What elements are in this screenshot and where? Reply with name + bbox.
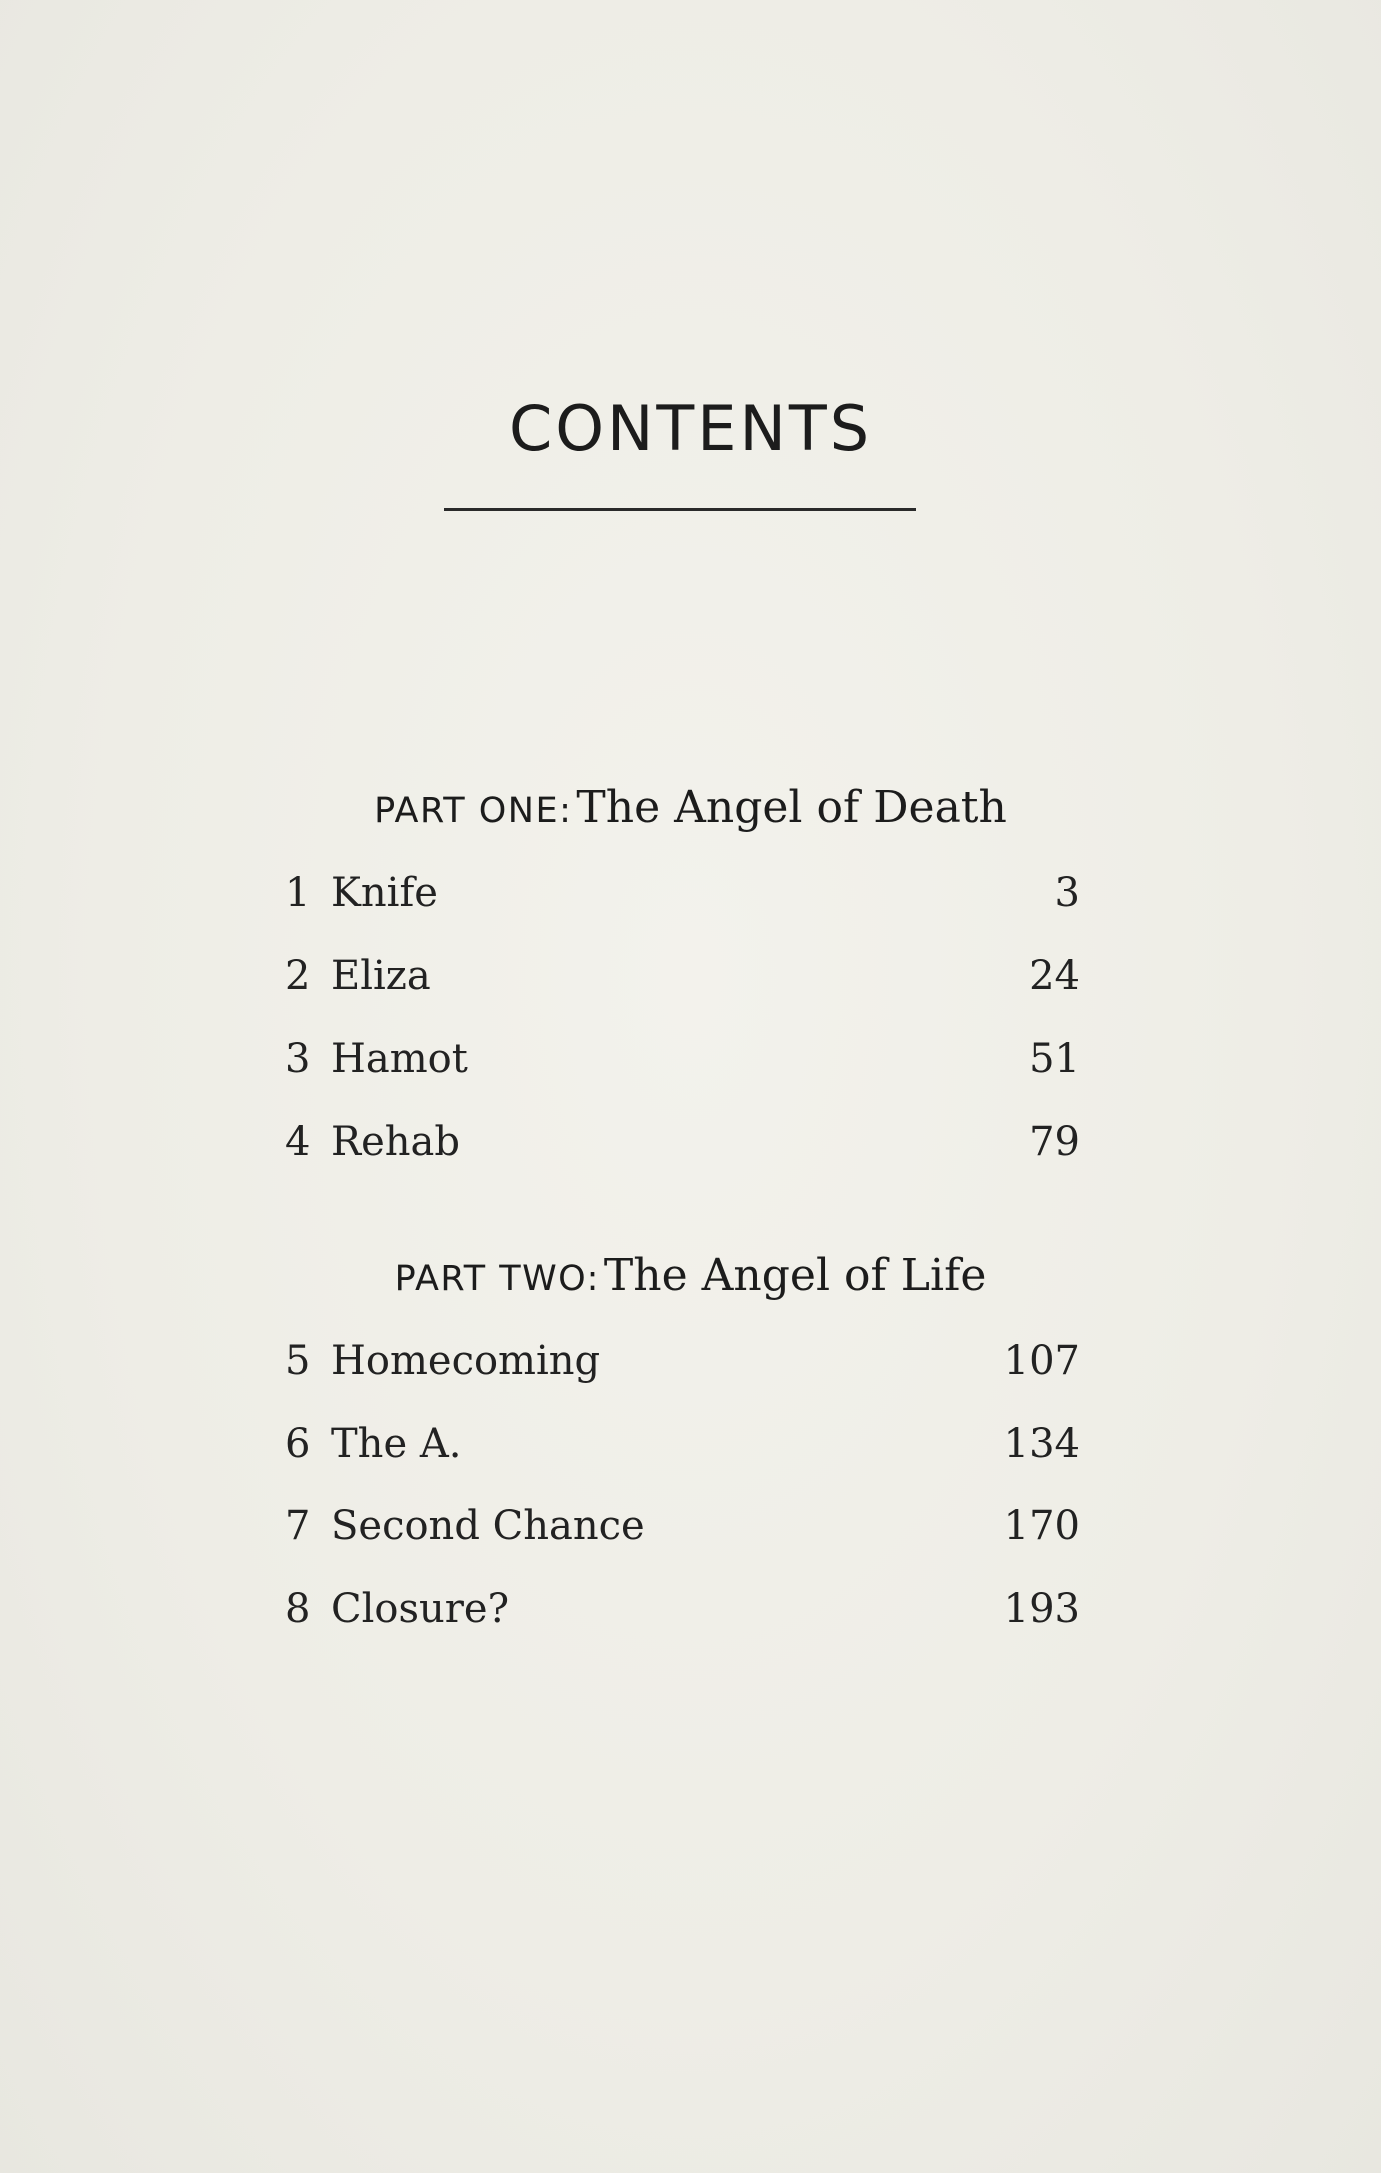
toc-entry[interactable]	[285, 951, 1080, 1001]
toc-entry[interactable]	[285, 1117, 1080, 1167]
page-number: 51	[1029, 1036, 1080, 1082]
page-number: 193	[1003, 1586, 1080, 1632]
chapter-number: 1	[285, 870, 311, 916]
page-number: 79	[1029, 1119, 1080, 1165]
toc-entry[interactable]	[285, 868, 1080, 918]
page-number: 134	[1003, 1421, 1080, 1467]
toc-entry[interactable]	[285, 1501, 1080, 1551]
chapter-number: 8	[285, 1586, 311, 1632]
chapter-number: 4	[285, 1119, 311, 1165]
chapter-number: 7	[285, 1503, 311, 1549]
page-number: 3	[1054, 870, 1080, 916]
contents-title: CONTENTS	[508, 392, 873, 465]
toc-entry[interactable]	[285, 1419, 1080, 1469]
part-one-label: PART ONE:	[374, 791, 573, 831]
chapter-number: 3	[285, 1036, 311, 1082]
chapter-number: 2	[285, 953, 311, 999]
toc-entry[interactable]	[285, 1584, 1080, 1634]
chapter-title: Rehab	[331, 1119, 461, 1165]
page-number: 107	[1003, 1338, 1080, 1384]
toc-entry[interactable]	[285, 1336, 1080, 1386]
chapter-title: Homecoming	[331, 1338, 601, 1384]
part-two-label: PART TWO:	[394, 1259, 600, 1299]
chapter-number: 5	[285, 1338, 311, 1384]
title-underline	[444, 508, 916, 511]
part-two-heading	[0, 1250, 1381, 1301]
part-two-title: The Angel of Life	[603, 1250, 987, 1301]
page-number: 24	[1029, 953, 1080, 999]
chapter-number: 6	[285, 1421, 311, 1467]
chapter-title: Hamot	[331, 1036, 468, 1082]
page-number: 170	[1003, 1503, 1080, 1549]
chapter-title: Second Chance	[331, 1503, 645, 1549]
chapter-title: Eliza	[331, 953, 431, 999]
toc-entry[interactable]	[285, 1034, 1080, 1084]
part-one-heading	[0, 782, 1381, 833]
chapter-title: Knife	[331, 870, 438, 916]
chapter-title: Closure?	[331, 1586, 510, 1632]
part-one-title: The Angel of Death	[576, 782, 1007, 833]
chapter-title: The A.	[331, 1421, 462, 1467]
